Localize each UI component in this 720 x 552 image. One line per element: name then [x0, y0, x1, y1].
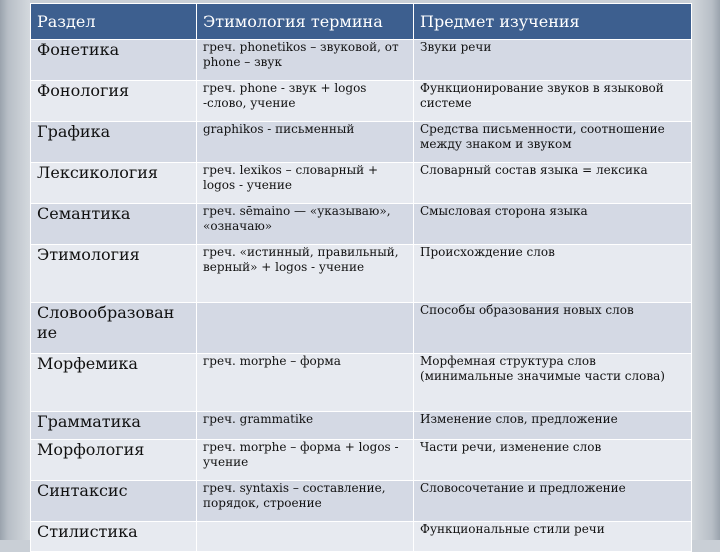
section-cell: Морфемика: [31, 354, 197, 412]
section-cell: Синтаксис: [31, 481, 197, 522]
subject-cell: Функционирование звуков в языковой системе: [414, 81, 692, 122]
table-row: [31, 204, 692, 245]
subject-cell: Функциональные стили речи: [414, 522, 692, 552]
table-header-row: [31, 4, 692, 40]
right-decor-strip: [690, 0, 720, 540]
table-row: [31, 412, 692, 440]
table-row: [31, 122, 692, 163]
table-row: [31, 440, 692, 481]
table-row: [31, 522, 692, 552]
section-cell: Грамматика: [31, 412, 197, 440]
etymology-cell: греч. phone - звук + logos -слово, учение: [197, 81, 414, 122]
header-subject: Предмет изучения: [414, 4, 692, 40]
etymology-cell: греч. morphe – форма: [197, 354, 414, 412]
etymology-cell: греч. phonetikos – звуковой, от phone – звук: [197, 40, 414, 81]
etymology-cell: [197, 303, 414, 354]
table-row: [31, 481, 692, 522]
subject-cell: Словосочетание и предложение: [414, 481, 692, 522]
etymology-cell: греч. «истинный, правильный, верный» + logos - учение: [197, 245, 414, 303]
section-cell: Лексикология: [31, 163, 197, 204]
linguistics-sections-table: [30, 3, 692, 552]
section-cell: Фонология: [31, 81, 197, 122]
section-cell: Словообразован ие: [31, 303, 197, 354]
subject-cell: Средства письменности, соотношение между знаком и звуком: [414, 122, 692, 163]
table-row: [31, 81, 692, 122]
subject-cell: Звуки речи: [414, 40, 692, 81]
etymology-cell: греч. lexikos – словарный + logos - учение: [197, 163, 414, 204]
header-section: Раздел: [31, 4, 197, 40]
section-cell: Этимология: [31, 245, 197, 303]
table-row: [31, 303, 692, 354]
subject-cell: Способы образования новых слов: [414, 303, 692, 354]
subject-cell: Смысловая сторона языка: [414, 204, 692, 245]
subject-cell: Изменение слов, предложение: [414, 412, 692, 440]
subject-cell: Морфемная структура слов (минимальные значимые части слова): [414, 354, 692, 412]
etymology-cell: греч. syntaxis – составление, порядок, строение: [197, 481, 414, 522]
section-cell: Фонетика: [31, 40, 197, 81]
section-cell: Стилистика: [31, 522, 197, 552]
etymology-cell: греч. grammatike: [197, 412, 414, 440]
header-etymology: Этимология термина: [197, 4, 414, 40]
etymology-cell: греч. sēmaino — «указываю», «означаю»: [197, 204, 414, 245]
subject-cell: Происхождение слов: [414, 245, 692, 303]
table-row: [31, 245, 692, 303]
subject-cell: Части речи, изменение слов: [414, 440, 692, 481]
etymology-cell: [197, 522, 414, 552]
subject-cell: Словарный состав языка = лексика: [414, 163, 692, 204]
etymology-cell: греч. morphe – форма + logos - учение: [197, 440, 414, 481]
section-cell: Графика: [31, 122, 197, 163]
section-cell: Семантика: [31, 204, 197, 245]
etymology-cell: graphikos - письменный: [197, 122, 414, 163]
section-cell: Морфология: [31, 440, 197, 481]
left-decor-strip: [0, 0, 30, 540]
table-row: [31, 40, 692, 81]
table-row: [31, 163, 692, 204]
table-row: [31, 354, 692, 412]
